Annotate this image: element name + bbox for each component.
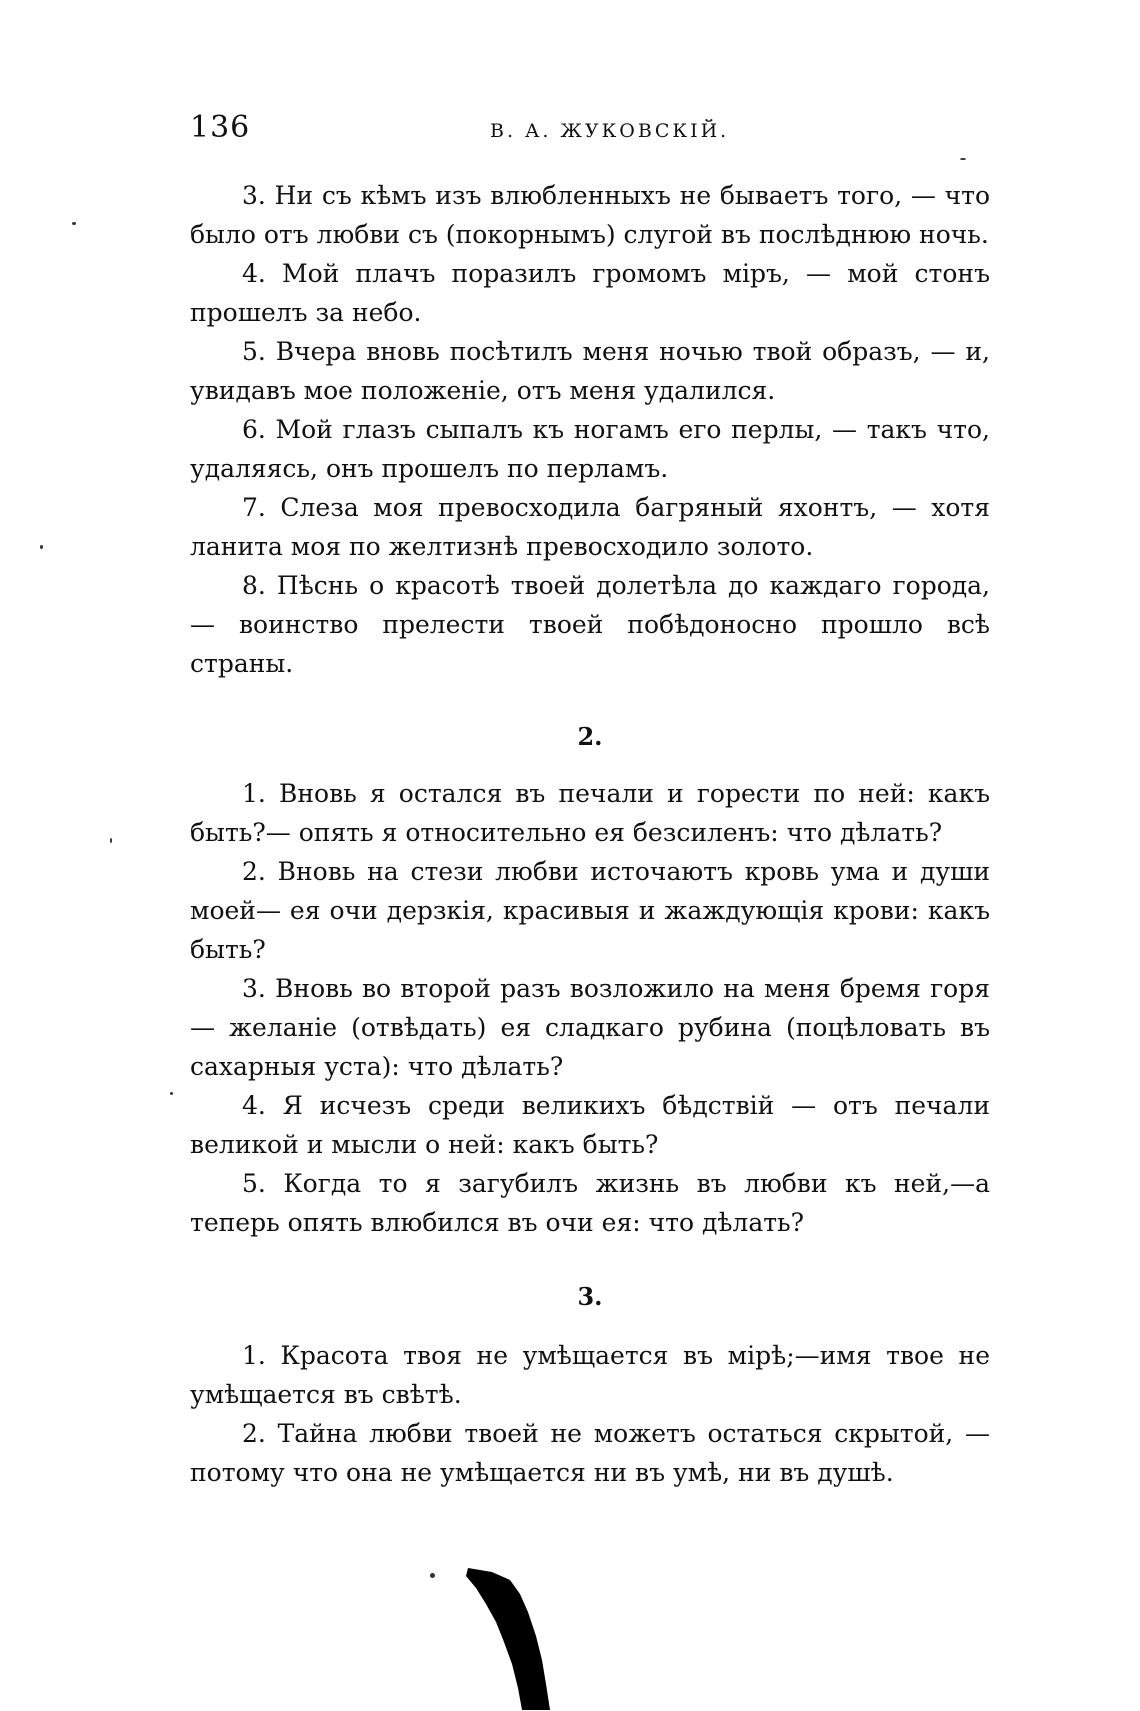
paragraph: 1. Вновь я остался въ печали и горести по ней: какъ быть?— опять я относительно ея безсиленъ: что дѣлать? bbox=[190, 779, 990, 847]
paragraph: 3. Ни съ кѣмъ изъ влюбленныхъ не бываетъ того, — что было отъ любви съ (покорнымъ) слугой въ послѣднюю ночь. bbox=[190, 181, 990, 249]
scan-speck bbox=[110, 838, 112, 843]
page-header bbox=[190, 110, 990, 150]
page-number: 136 bbox=[190, 110, 251, 145]
paragraph: 1. Красота твоя не умѣщается въ мірѣ;—имя твое не умѣщается въ свѣтѣ. bbox=[190, 1341, 990, 1409]
paragraph: 7. Слеза моя превосходила багряный яхонтъ, — хотя ланита моя по желтизнѣ превосходило золото. bbox=[190, 493, 990, 561]
section-3-heading: 3. bbox=[577, 1282, 603, 1311]
paragraph: 6. Мой глазъ сыпалъ къ ногамъ его перлы, — такъ что, удаляясь, онъ прошелъ по перламъ. bbox=[190, 415, 990, 483]
ink-blot bbox=[462, 1560, 572, 1710]
paragraph: 3. Вновь во второй разъ возложило на меня бремя горя — желаніе (отвѣдать) ея сладкаго рубина (поцѣловать въ сахарныя уста): что дѣлать? bbox=[190, 974, 990, 1081]
scan-speck bbox=[430, 1573, 435, 1578]
scan-speck bbox=[960, 158, 966, 160]
paragraph: 8. Пѣснь о красотѣ твоей долетѣла до каждаго города, — воинство прелести твоей побѣдоносно прошло всѣ страны. bbox=[190, 571, 990, 678]
paragraph: 4. Я исчезъ среди великихъ бѣдствій — отъ печали великой и мысли о ней: какъ быть? bbox=[190, 1091, 990, 1159]
section-2-heading: 2. bbox=[577, 722, 603, 751]
section-2-body bbox=[190, 774, 990, 1242]
paragraph: 4. Мой плачъ поразилъ громомъ міръ, — мой стонъ прошелъ за небо. bbox=[190, 259, 990, 327]
scan-speck bbox=[170, 1092, 173, 1095]
paragraph: 2. Тайна любви твоей не можетъ остаться скрытой, — потому что она не умѣщается ни въ умѣ, ни въ душѣ. bbox=[190, 1419, 990, 1487]
scan-speck bbox=[72, 222, 76, 225]
paragraph: 5. Вчера вновь посѣтилъ меня ночью твой образъ, — и, увидавъ мое положеніе, отъ меня удалился. bbox=[190, 337, 990, 405]
section-1-body bbox=[190, 176, 990, 683]
section-3-body bbox=[190, 1336, 990, 1492]
paragraph: 5. Когда то я загубилъ жизнь въ любви къ ней,—а теперь опять влюбился въ очи ея: что дѣлать? bbox=[190, 1169, 990, 1237]
paragraph: 2. Вновь на стези любви источаютъ кровь ума и души моей— ея очи дерзкія, красивыя и жаждующія крови: какъ быть? bbox=[190, 857, 990, 964]
running-head: В. А. ЖУКОВСКІЙ. bbox=[490, 120, 730, 142]
scan-speck bbox=[40, 545, 43, 549]
